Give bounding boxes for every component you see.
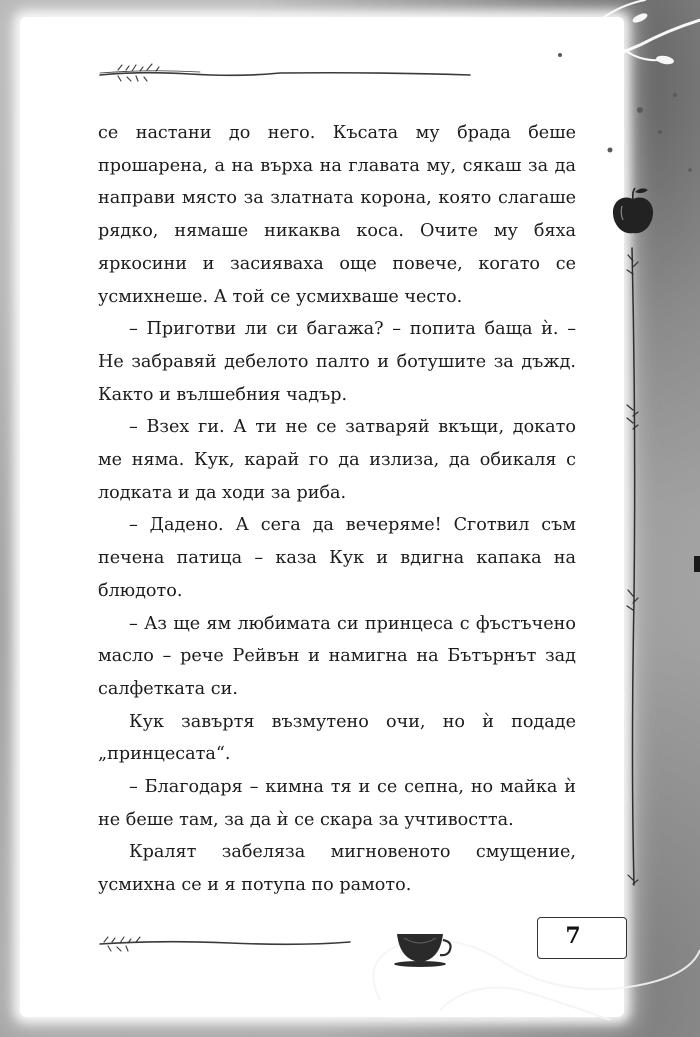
paragraph: – Взех ги. А ти не се затваряй вкъщи, докато ме няма. Кук, карай го да излиза, да обикаля с лодката и да ходи за риба.	[98, 417, 576, 503]
right-vine-border	[627, 248, 638, 885]
paragraph: се настани до него. Късата му брада беше прошарена, а на върха на главата му, сякаш за да направи място за златната корона, която слагаше рядко, нямаше никаква коса. Очите му бяха яркосини и засияваха още повече, когато се усмихнеше. А той се усмихваше често.	[98, 123, 576, 307]
paragraph: – Дадено. А сега да вечеряме! Сготвил съм печена патица – каза Кук и вдигна капака на блюдото.	[98, 515, 576, 601]
paragraph: – Аз ще ям любимата си принцеса с фъстъчено масло – рече Рейвън и намигна на Бътърнът зад салфетката си.	[98, 613, 576, 699]
body-text	[98, 117, 576, 902]
paragraph: – Благодаря – кимна тя и се сепна, но майка ѝ не беше там, за да ѝ се скара за учтивостта.	[98, 777, 576, 830]
paragraph: Кук завъртя възмутено очи, но ѝ подаде „принцесата“.	[98, 711, 576, 765]
paragraph: Кралят забеляза мигновеното смущение, усмихна се и я потупа по рамото.	[98, 842, 576, 896]
paragraph: – Приготви ли си багажа? – попита баща ѝ. – Не забравяй дебелото палто и ботушите за дъжд. Както и вълшебния чадър.	[98, 319, 576, 405]
adjacent-page-edge	[694, 556, 700, 572]
page-number: 7	[565, 923, 581, 949]
